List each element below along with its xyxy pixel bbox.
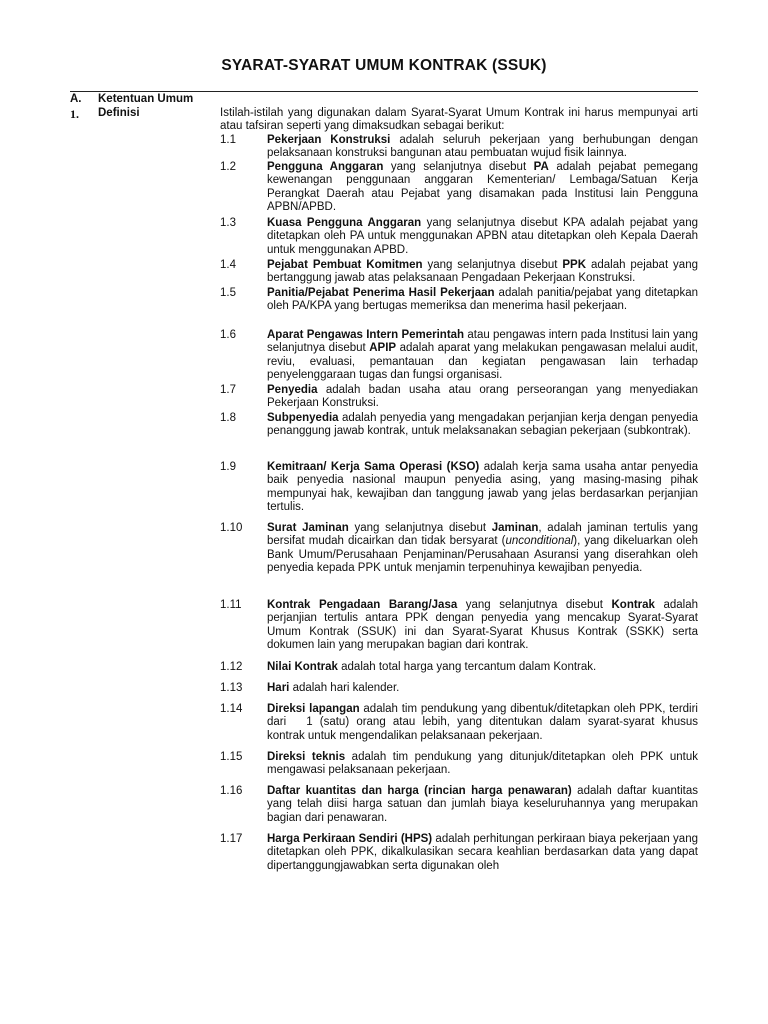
item-abbr: PA	[533, 161, 549, 173]
item-text: Direksi lapangan adalah tim pendukung yang dibentuk/ditetapkan oleh PPK, terdiri dari 1 (satu) orang atau lebih, yang ditentukan dalam syarat-syarat khusus kontrak untuk mengendalikan pelaksanaan pekerjaan.	[267, 703, 698, 742]
intro-paragraph: Istilah-istilah yang digunakan dalam Syarat-Syarat Umum Kontrak ini harus mempunyai arti atau tafsiran seperti yang dimaksudkan sebagai berikut:	[220, 107, 698, 133]
item-text: Kontrak Pengadaan Barang/Jasa yang selanjutnya disebut Kontrak adalah perjanjian tertulis antara PPK dengan penyedia yang mencakup Syarat-Syarat Umum Kontrak (SSUK) ini dan Syarat-Syarat Khusus Kontrak (SSKK) serta dokumen lain yang merupakan bagian dari kontrak.	[267, 599, 699, 652]
section-number: 1.	[70, 107, 79, 121]
item-abbr: Jaminan	[491, 522, 539, 534]
item-abbr: PPK	[562, 259, 587, 271]
definition-item	[220, 751, 698, 778]
item-abbr: APIP	[369, 342, 397, 355]
item-italic: unconditional	[505, 535, 574, 548]
item-term: Panitia/Pejabat Penerima Hasil Pekerjaan	[267, 287, 495, 299]
section-letter: A.	[70, 93, 82, 105]
definition-item	[220, 259, 698, 286]
item-number: 1.12	[220, 661, 243, 673]
definition-item	[220, 785, 698, 825]
definition-item	[220, 522, 698, 576]
item-abbr: Kontrak	[611, 599, 655, 611]
item-text: Pekerjaan Konstruksi adalah seluruh pekerjaan yang berhubungan dengan pelaksanaan konstruksi bangunan atau pembuatan wujud fisik lainnya.	[267, 134, 698, 160]
item-term: Surat Jaminan	[267, 522, 349, 534]
item-term: Kemitraan/ Kerja Sama Operasi (KSO)	[267, 461, 480, 473]
definition-item	[220, 217, 698, 257]
item-text: Panitia/Pejabat Penerima Hasil Pekerjaan adalah panitia/pejabat yang ditetapkan oleh PA/KPA yang bertugas memeriksa dan menerima hasil pekerjaan.	[267, 287, 698, 313]
definition-item	[220, 833, 698, 873]
definition-item	[220, 384, 698, 411]
item-text: Pejabat Pembuat Komitmen yang selanjutnya disebut PPK adalah pejabat yang bertanggung jawab atas pelaksanaan Pengadaan Pekerjaan Konstruksi.	[267, 259, 698, 285]
item-number: 1.13	[220, 682, 243, 694]
item-term: Harga Perkiraan Sendiri (HPS)	[267, 833, 433, 845]
item-text: Direksi teknis adalah tim pendukung yang ditunjuk/ditetapkan oleh PPK untuk mengawasi pelaksanaan pekerjaan.	[267, 751, 698, 777]
item-term: Direksi teknis	[267, 751, 346, 763]
item-number: 1.14	[220, 703, 243, 715]
item-term: Penyedia	[267, 384, 318, 396]
item-number: 1.9	[220, 461, 236, 473]
item-text: Harga Perkiraan Sendiri (HPS) adalah perhitungan perkiraan biaya pekerjaan yang ditetapkan oleh PPK, dikalkulasikan secara keahlian berdasarkan data yang dapat dipertanggungjawabkan serta digunakan oleh	[267, 833, 698, 872]
item-term: Pengguna Anggaran	[267, 161, 384, 173]
definition-item	[220, 134, 698, 161]
definition-item	[220, 412, 698, 439]
definition-item	[220, 461, 698, 515]
item-term: Subpenyedia	[267, 412, 339, 424]
item-term: Daftar kuantitas dan harga (rincian harga penawaran)	[267, 785, 572, 797]
item-term: Kuasa Pengguna Anggaran	[267, 217, 422, 229]
item-term: Hari	[267, 682, 290, 694]
item-text: Hari adalah hari kalender.	[267, 682, 400, 694]
item-number: 1.4	[220, 259, 236, 271]
item-number: 1.5	[220, 287, 236, 299]
item-text: Subpenyedia adalah penyedia yang mengadakan perjanjian kerja dengan penyedia penanggung jawab kontrak, untuk melaksanakan sebagian pekerjaan (subkontrak).	[267, 412, 698, 438]
item-term: Direksi lapangan	[267, 703, 360, 715]
item-term: Kontrak Pengadaan Barang/Jasa	[267, 599, 458, 611]
item-text: Nilai Kontrak adalah total harga yang tercantum dalam Kontrak.	[267, 661, 597, 673]
item-number: 1.3	[220, 217, 236, 229]
definition-item	[220, 703, 698, 743]
item-text: Penyedia adalah badan usaha atau orang perseorangan yang menyediakan Pekerjaan Konstruksi.	[267, 384, 698, 410]
item-number: 1.10	[220, 522, 243, 534]
definition-item	[220, 599, 698, 653]
item-number: 1.1	[220, 134, 236, 146]
definition-item	[220, 287, 698, 314]
item-text: Kuasa Pengguna Anggaran yang selanjutnya disebut KPA adalah pejabat yang ditetapkan oleh PA untuk menggunakan APBN atau ditetapkan oleh Kepala Daerah untuk menggunakan APBD.	[267, 217, 698, 256]
item-number: 1.15	[220, 751, 243, 763]
item-number: 1.17	[220, 833, 243, 845]
section-subtitle: Definisi	[98, 107, 140, 119]
definition-item	[220, 329, 698, 383]
item-number: 1.2	[220, 161, 236, 173]
definition-item	[220, 682, 698, 695]
item-number: 1.6	[220, 329, 236, 341]
item-text: Surat Jaminan yang selanjutnya disebut Jaminan, adalah jaminan tertulis yang bersifat mudah dicairkan dan tidak bersyarat (unconditional), yang dikeluarkan oleh Bank Umum/Perusahaan Penjaminan/Perusahaan Asuransi yang diserahkan oleh penyedia kepada PPK untuk menjamin terpenuhinya kewajiban penyedia.	[267, 522, 698, 575]
item-term: Pejabat Pembuat Komitmen	[267, 259, 423, 271]
section-title: Ketentuan Umum	[98, 93, 194, 105]
item-number: 1.16	[220, 785, 243, 797]
item-text: Aparat Pengawas Intern Pemerintah atau pengawas intern pada Institusi lain yang selanjutnya disebut APIP adalah aparat yang melakukan pengawasan melalui audit, reviu, evaluasi, pemantauan dan kegiatan pengawasan lain terhadap penyelenggaraan tugas dan fungsi organisasi.	[267, 329, 699, 382]
item-number: 1.11	[220, 599, 242, 611]
item-term: Aparat Pengawas Intern Pemerintah	[267, 329, 465, 341]
title-rule	[70, 91, 698, 92]
page-title: SYARAT-SYARAT UMUM KONTRAK (SSUK)	[221, 57, 547, 74]
item-term: Nilai Kontrak	[267, 661, 338, 673]
item-text: Pengguna Anggaran yang selanjutnya disebut PA adalah pejabat pemegang kewenangan penggunaan anggaran Kementerian/ Lembaga/Satuan Kerja Perangkat Daerah atau Pejabat yang disamakan pada Institusi lain Pengguna APBN/APBD.	[267, 161, 698, 214]
item-number: 1.7	[220, 384, 236, 396]
item-text: Kemitraan/ Kerja Sama Operasi (KSO) adalah kerja sama usaha antar penyedia baik penyedia nasional maupun penyedia asing, yang masing-masing pihak mempunyai hak, kewajiban dan tanggung jawab yang jelas berdasarkan perjanjian tertulis.	[267, 461, 698, 514]
item-text: Daftar kuantitas dan harga (rincian harga penawaran) adalah daftar kuantitas yang telah diisi harga satuan dan jumlah biaya keseluruhannya yang merupakan bagian dari penawaran.	[267, 785, 698, 824]
definition-item	[220, 161, 698, 215]
item-term: Pekerjaan Konstruksi	[267, 134, 391, 146]
item-number: 1.8	[220, 412, 236, 424]
definition-item	[220, 661, 698, 674]
